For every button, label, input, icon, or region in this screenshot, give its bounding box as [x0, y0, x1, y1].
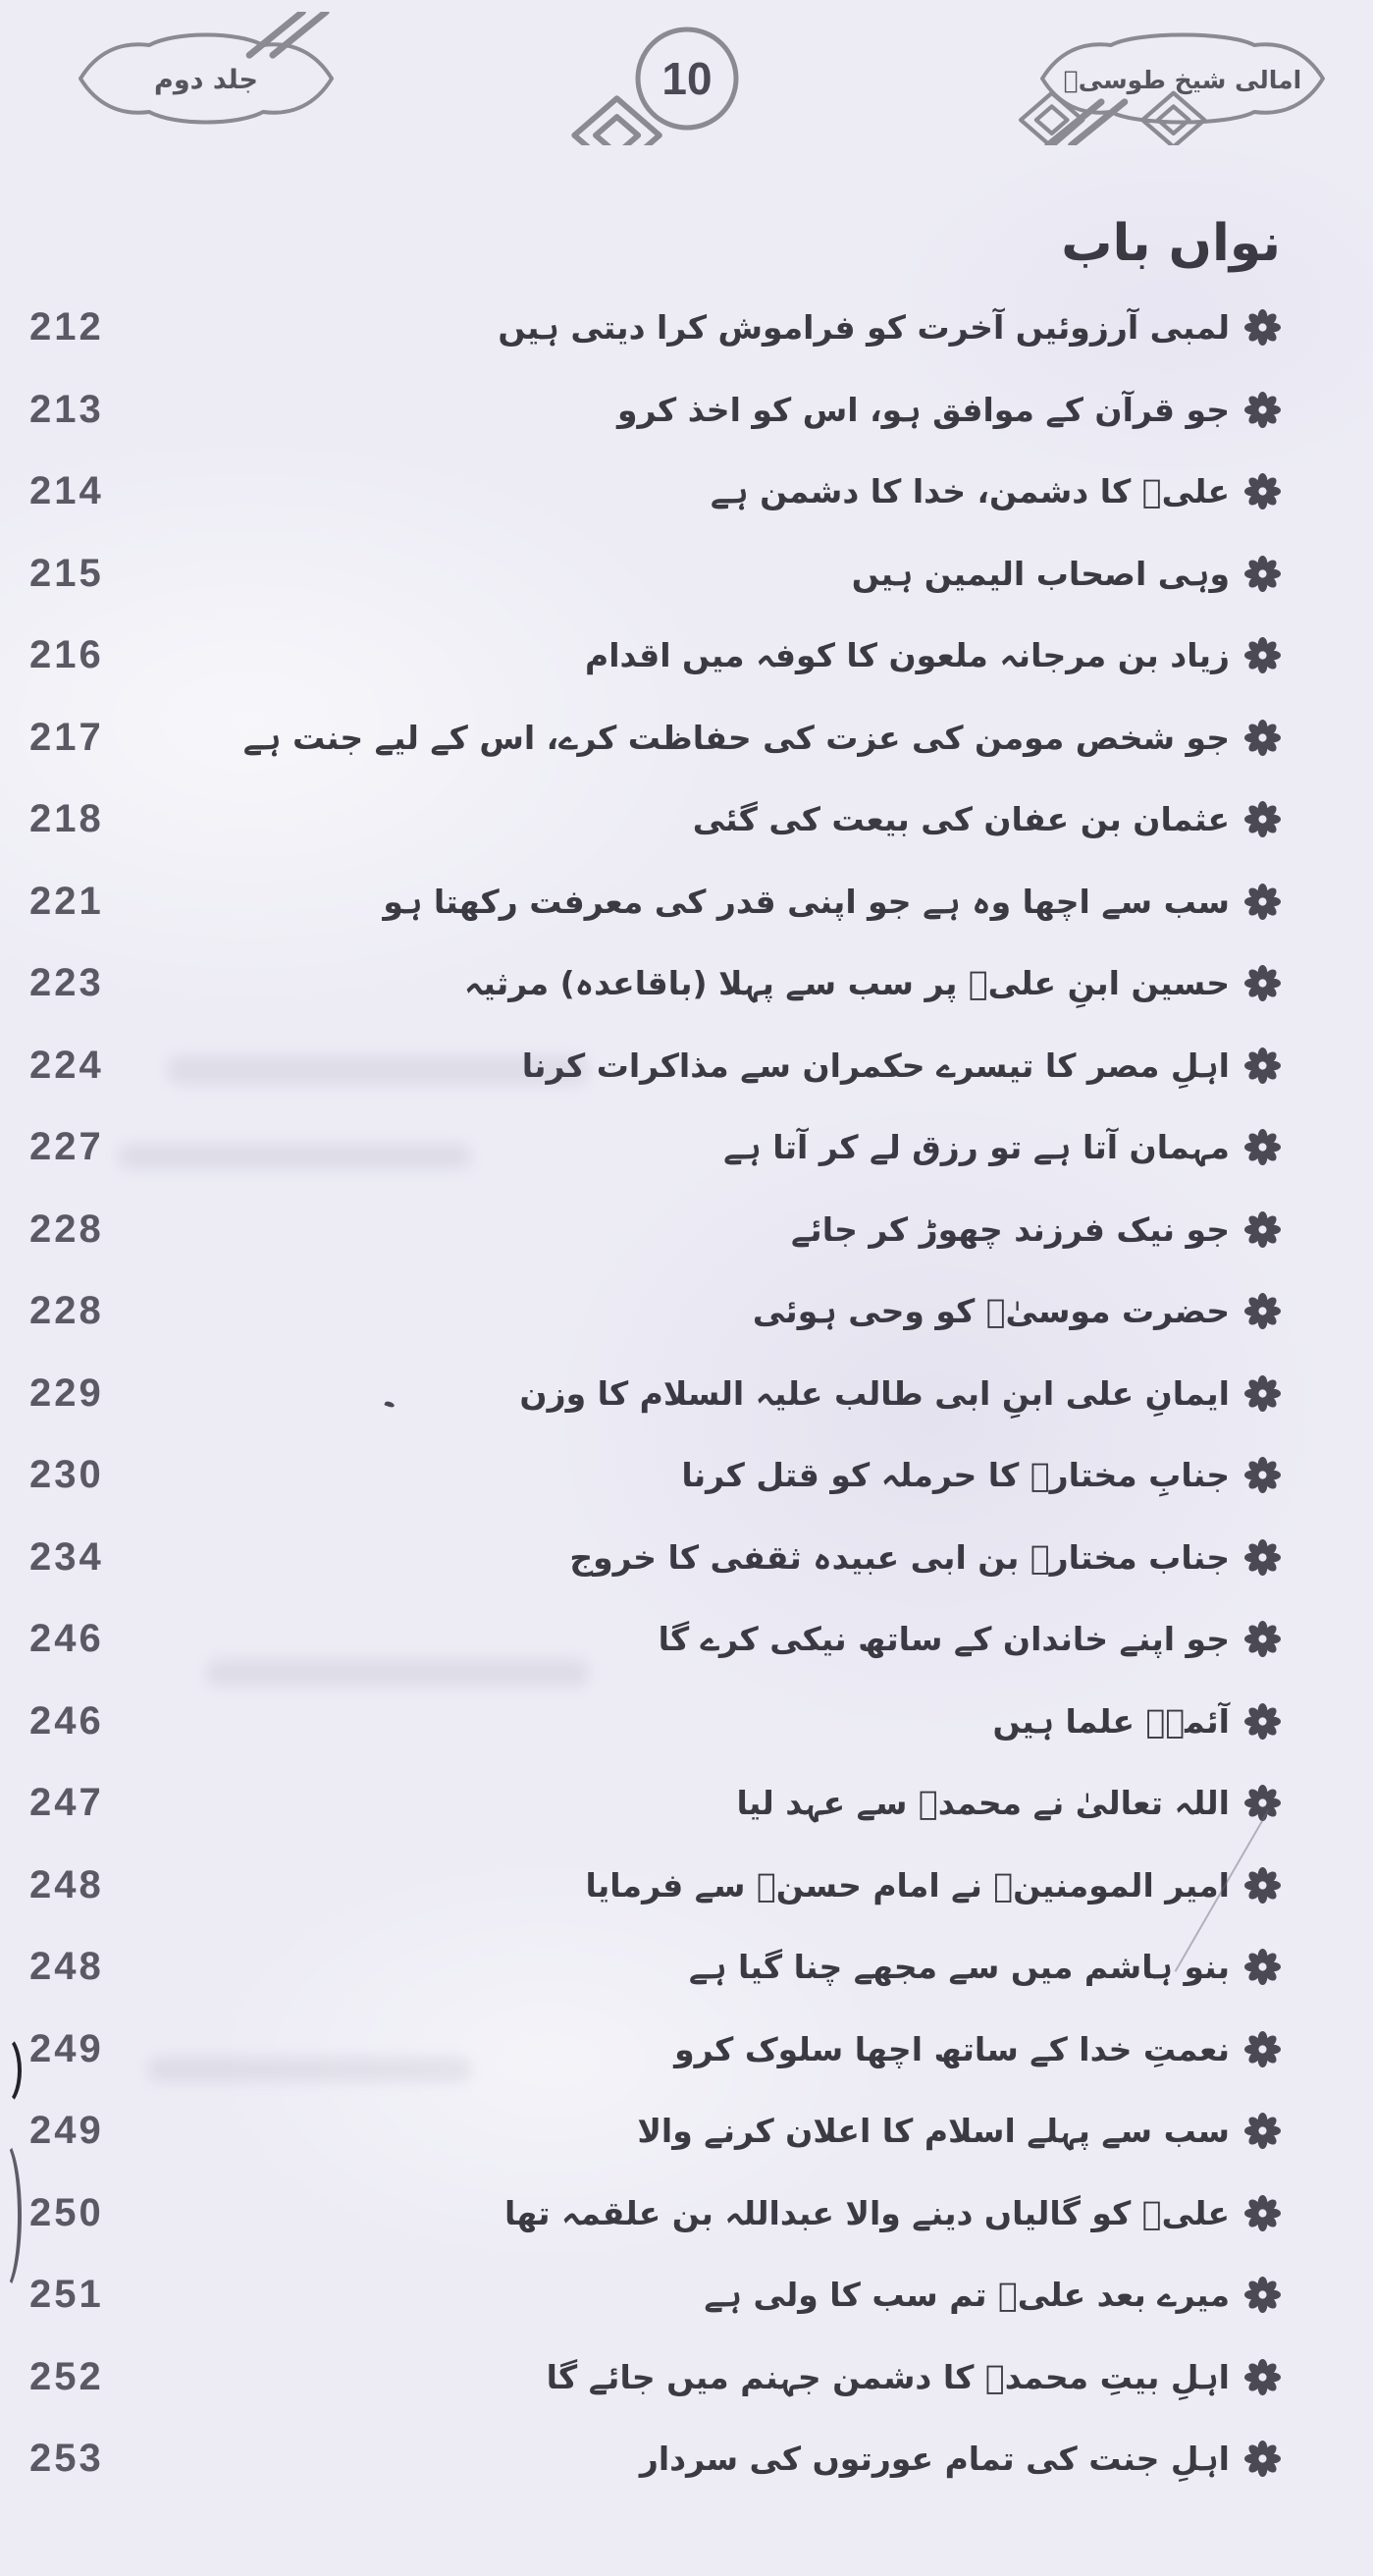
- page-number: 227: [29, 1125, 104, 1169]
- toc-row: [29, 778, 1281, 861]
- page-number: 246: [29, 1617, 104, 1661]
- toc-row: [29, 2254, 1281, 2336]
- flower-bullet-icon: [1244, 720, 1281, 756]
- ornamental-header-band: [0, 12, 1373, 145]
- entry-title: اہلِ جنت کی تمام عورتوں کی سردار: [639, 2440, 1230, 2479]
- volume-label: جلد دوم: [154, 65, 258, 95]
- toc-row: [29, 2418, 1281, 2500]
- folio-number: 10: [661, 53, 713, 104]
- entry-title: جو شخص مومن کی عزت کی حفاظت کرے، اس کے لیے جنت ہے: [242, 718, 1230, 757]
- page-number: 247: [29, 1781, 104, 1825]
- ornament-diamond-icon: [1021, 93, 1083, 145]
- toc-row: [29, 1517, 1281, 1599]
- page-number: 252: [29, 2354, 104, 2398]
- toc-row: [29, 2173, 1281, 2255]
- page-number: 228: [29, 1289, 104, 1333]
- toc-row: [29, 1189, 1281, 1271]
- toc-row: [29, 1598, 1281, 1681]
- folio-medallion: [638, 29, 736, 128]
- entry-title: زیاد بن مرجانہ ملعون کا کوفہ میں اقدام: [585, 636, 1230, 675]
- toc-row: [29, 1926, 1281, 2009]
- entry-title: اہلِ بیتِ محمدؐ کا دشمن جہنم میں جائے گا: [546, 2357, 1230, 2396]
- toc-row: [29, 1106, 1281, 1189]
- entry-title: جو قرآن کے موافق ہو، اس کو اخذ کرو: [617, 390, 1230, 429]
- flower-bullet-icon: [1244, 1703, 1281, 1740]
- page-number: 224: [29, 1043, 104, 1087]
- ornament-chevron-icon: [249, 12, 326, 55]
- page-number: 251: [29, 2273, 104, 2317]
- toc-row: [29, 287, 1281, 369]
- flower-bullet-icon: [1244, 1293, 1281, 1329]
- toc-row: [29, 1270, 1281, 1353]
- entry-title: حضرت موسیٰؑ کو وحی ہوئی: [752, 1292, 1230, 1331]
- page-number: 213: [29, 387, 104, 431]
- flower-bullet-icon: [1244, 1867, 1281, 1904]
- page-number: 223: [29, 961, 104, 1005]
- toc-row: [29, 1681, 1281, 1763]
- table-of-contents: [29, 287, 1281, 2500]
- toc-row: [29, 1025, 1281, 1107]
- flower-bullet-icon: [1244, 556, 1281, 592]
- chapter-title: نواں باب: [1061, 214, 1281, 273]
- entry-title: جناب مختارؒ بن ابی عبیدہ ثقفی کا خروج: [569, 1537, 1230, 1577]
- flower-bullet-icon: [1244, 1047, 1281, 1084]
- flower-bullet-icon: [1244, 2113, 1281, 2149]
- scan-artifact-edge-mark: [0, 2138, 22, 2293]
- flower-bullet-icon: [1244, 965, 1281, 1001]
- flower-bullet-icon: [1244, 1621, 1281, 1657]
- flower-bullet-icon: [1244, 1785, 1281, 1821]
- entry-title: علیؑ کو گالیاں دینے والا عبداللہ بن علقمہ تھا: [504, 2193, 1230, 2232]
- toc-row: [29, 1762, 1281, 1845]
- scan-artifact-edge-mark: [0, 2034, 22, 2107]
- page-number: 217: [29, 715, 104, 759]
- toc-row: [29, 451, 1281, 533]
- entry-title: وہی اصحاب الیمین ہیں: [851, 554, 1230, 593]
- toc-row: [29, 861, 1281, 943]
- page-number: 218: [29, 797, 104, 841]
- entry-title: علیؑ کا دشمن، خدا کا دشمن ہے: [710, 472, 1230, 511]
- flower-bullet-icon: [1244, 1539, 1281, 1576]
- flower-bullet-icon: [1244, 1211, 1281, 1248]
- entry-title: بنو ہاشم میں سے مجھے چنا گیا ہے: [688, 1948, 1230, 1987]
- page-number: 250: [29, 2190, 104, 2234]
- page-number: 212: [29, 305, 104, 349]
- book-title-cartouche: [1042, 35, 1323, 123]
- toc-row: [29, 2090, 1281, 2173]
- toc-row: [29, 2009, 1281, 2091]
- book-title: امالی شیخ طوسیؒ: [1063, 66, 1302, 94]
- toc-row: [29, 1845, 1281, 1927]
- entry-title: نعمتِ خدا کے ساتھ اچھا سلوک کرو: [674, 2029, 1230, 2068]
- page-number: 215: [29, 551, 104, 595]
- entry-title: آئمہؑ علما ہیں: [992, 1701, 1230, 1741]
- volume-cartouche: [80, 35, 332, 123]
- page-number: 228: [29, 1207, 104, 1251]
- entry-title: میرے بعد علیؑ تم سب کا ولی ہے: [704, 2276, 1230, 2315]
- entry-title: سب سے اچھا وہ ہے جو اپنی قدر کی معرفت رکھتا ہو: [383, 882, 1230, 921]
- flower-bullet-icon: [1244, 1949, 1281, 1985]
- flower-bullet-icon: [1244, 884, 1281, 920]
- page-number: 253: [29, 2437, 104, 2481]
- page-number: 216: [29, 633, 104, 677]
- entry-title: جو اپنے خاندان کے ساتھ نیکی کرے گا: [658, 1620, 1230, 1659]
- toc-row: [29, 697, 1281, 779]
- flower-bullet-icon: [1244, 637, 1281, 673]
- flower-bullet-icon: [1244, 2441, 1281, 2477]
- page-number: 214: [29, 469, 104, 513]
- entry-title: ایمانِ علی ابنِ ابی طالب علیہ السلام کا وزن: [519, 1373, 1230, 1413]
- toc-row: [29, 2336, 1281, 2419]
- page-number: 221: [29, 879, 104, 923]
- entry-title: سب سے پہلے اسلام کا اعلان کرنے والا: [637, 2112, 1230, 2151]
- page-number: 249: [29, 2109, 104, 2153]
- toc-row: [29, 615, 1281, 697]
- toc-row: [29, 942, 1281, 1025]
- flower-bullet-icon: [1244, 1129, 1281, 1165]
- flower-bullet-icon: [1244, 473, 1281, 510]
- flower-bullet-icon: [1244, 2359, 1281, 2395]
- entry-title: حسین ابنِ علیؑ پر سب سے پہلا (باقاعدہ) مرثیہ: [464, 964, 1230, 1003]
- toc-row: [29, 533, 1281, 616]
- flower-bullet-icon: [1244, 2031, 1281, 2067]
- entry-title: مہمان آتا ہے تو رزق لے کر آتا ہے: [723, 1128, 1230, 1167]
- toc-row: [29, 369, 1281, 452]
- flower-bullet-icon: [1244, 309, 1281, 346]
- page-number: 248: [29, 1945, 104, 1989]
- entry-title: اہلِ مصر کا تیسرے حکمران سے مذاکرات کرنا: [521, 1046, 1230, 1085]
- entry-title: جو نیک فرزند چھوڑ کر جائے: [790, 1209, 1230, 1249]
- flower-bullet-icon: [1244, 2277, 1281, 2313]
- page-number: 246: [29, 1698, 104, 1743]
- page-number: 248: [29, 1862, 104, 1906]
- page-number: 230: [29, 1453, 104, 1497]
- flower-bullet-icon: [1244, 801, 1281, 837]
- flower-bullet-icon: [1244, 1457, 1281, 1493]
- entry-title: عثمان بن عفان کی بیعت کی گئی: [692, 800, 1230, 839]
- entry-title: اللہ تعالیٰ نے محمدؐ سے عہد لیا: [736, 1784, 1230, 1823]
- entry-title: امیر المومنینؑ نے امام حسنؑ سے فرمایا: [585, 1865, 1230, 1905]
- flower-bullet-icon: [1244, 1375, 1281, 1412]
- flower-bullet-icon: [1244, 2195, 1281, 2231]
- entry-title: لمبی آرزوئیں آخرت کو فراموش کرا دیتی ہیں: [498, 308, 1230, 348]
- flower-bullet-icon: [1244, 392, 1281, 428]
- page-number: 234: [29, 1534, 104, 1579]
- toc-row: [29, 1353, 1281, 1435]
- page-number: 229: [29, 1370, 104, 1415]
- page-number: 249: [29, 2026, 104, 2070]
- entry-title: جنابِ مختارؒ کا حرملہ کو قتل کرنا: [681, 1456, 1230, 1495]
- toc-row: [29, 1434, 1281, 1517]
